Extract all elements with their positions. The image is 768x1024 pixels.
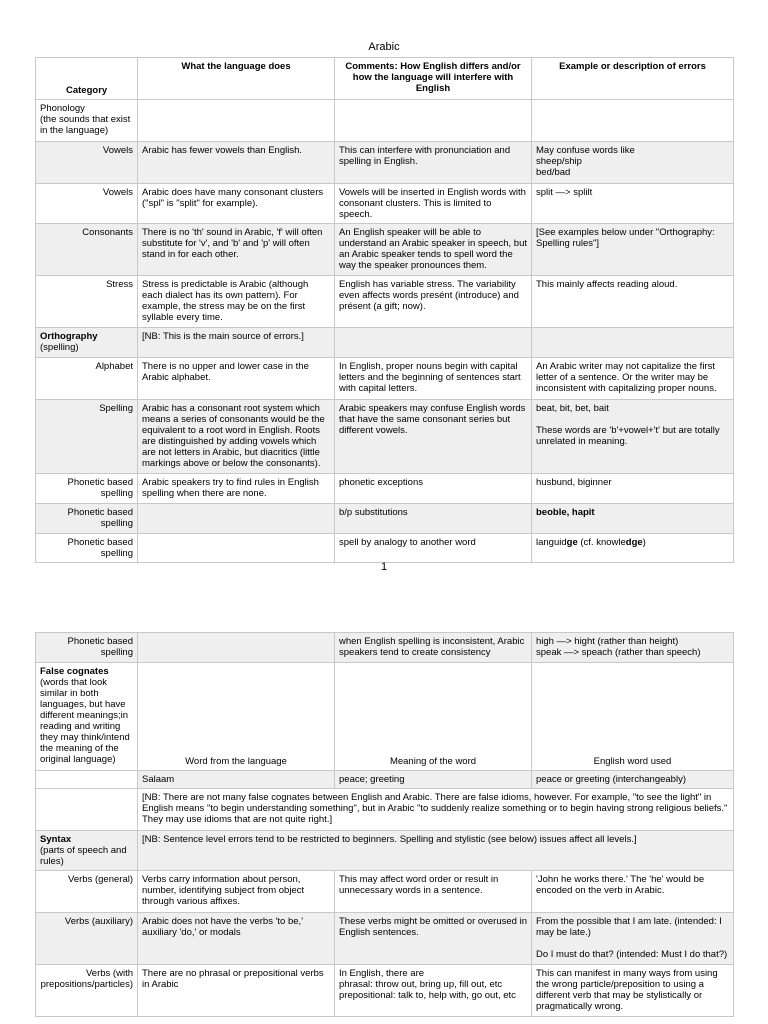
row-does: There are no phrasal or prepositional verbs in Arabic	[138, 965, 335, 1017]
row-example: This can manifest in many ways from using the wrong particle/preposition to using a different verb that may be stylistically or pragmatically wrong.	[532, 965, 734, 1017]
row-example: From the possible that I am late. (intended: I may be late.) Do I must do that? (intended: Must I do that?)	[532, 913, 734, 965]
row-category: Vowels	[36, 142, 138, 184]
header-row	[36, 58, 734, 100]
row-does: Arabic has a consonant root system which means a series of consonants would be the equivalent to a root word in English. Roots are distinguished by adding vowels which are not letters in Arabic, but diacritics (little markings above or below the consonants).	[138, 400, 335, 474]
row-category: Phonetic based spelling	[36, 504, 138, 534]
table-page-2	[35, 632, 734, 1017]
row-category: Phonetic based spelling	[36, 474, 138, 504]
page-title: Arabic	[368, 41, 400, 53]
salaam-english: peace or greeting (interchangeably)	[532, 771, 734, 789]
fc-note: [NB: There are not many false cognates between English and Arabic. There are false idioms, however. For example, "to see the light" in English means "to begin understanding something", but in Arabic "to suddenly realize something or to begin having strong religious beliefs." They may use idioms that are not quite right.]	[138, 789, 734, 831]
table-row	[36, 276, 734, 328]
syntax-title: Syntax	[40, 834, 72, 845]
fc-note-row	[36, 789, 734, 831]
fc-col-english: English word used	[532, 663, 734, 771]
row-category: Phonetic based spelling	[36, 534, 138, 563]
table-row	[36, 504, 734, 534]
phonology-cell	[36, 100, 138, 142]
orthography-cell	[36, 328, 138, 358]
row-category: Verbs (auxiliary)	[36, 913, 138, 965]
row-example: This mainly affects reading aloud.	[532, 276, 734, 328]
row-category: Spelling	[36, 400, 138, 474]
row-example: May confuse words like sheep/ship bed/bad	[532, 142, 734, 184]
row-comments: This can interfere with pronunciation and spelling in English.	[335, 142, 532, 184]
row-does	[138, 534, 335, 563]
false-cognates-sub: (words that look similar in both languages, but have different meanings;in reading and writing they may think/intend the meaning of the original language)	[40, 677, 130, 765]
table-row	[36, 184, 734, 224]
phonology-title: Phonology	[40, 103, 85, 114]
phonology-sub: (the sounds that exist in the language)	[40, 114, 131, 136]
row-does: Arabic speakers try to find rules in English spelling when there are none.	[138, 474, 335, 504]
salaam-word: Salaam	[138, 771, 335, 789]
row-comments: phonetic exceptions	[335, 474, 532, 504]
row-comments: Arabic speakers may confuse English words that have the same consonant series but different vowels.	[335, 400, 532, 474]
table-row	[36, 534, 734, 563]
row-example: An Arabic writer may not capitalize the first letter of a sentence. Or the writer may be inconsistent with capitalizing proper nouns.	[532, 358, 734, 400]
row-category: Alphabet	[36, 358, 138, 400]
row-does: Arabic does have many consonant clusters ("spl" is "split" for example).	[138, 184, 335, 224]
row-example: beat, bit, bet, bait These words are 'b'+vowel+'t' but are totally unrelated in meaning.	[532, 400, 734, 474]
table-row	[36, 358, 734, 400]
row-category: Verbs (with prepositions/particles)	[36, 965, 138, 1017]
row-category: Phonetic based spelling	[36, 633, 138, 663]
salaam-meaning: peace; greeting	[335, 771, 532, 789]
header-example: Example or description of errors	[532, 58, 734, 100]
row-comments: English has variable stress. The variability even affects words presént (introduce) and présent (a gift; now).	[335, 276, 532, 328]
syntax-cell	[36, 831, 138, 871]
page-number: 1	[380, 561, 388, 573]
table-row	[36, 224, 734, 276]
table-row	[36, 913, 734, 965]
row-comments: spell by analogy to another word	[335, 534, 532, 563]
row-example: beoble, hapit	[532, 504, 734, 534]
table-row	[36, 771, 734, 789]
row-category: Verbs (general)	[36, 871, 138, 913]
syntax-note: [NB: Sentence level errors tend to be restricted to beginners. Spelling and stylistic (see below) issues affect all levels.]	[138, 831, 734, 871]
table-row	[36, 142, 734, 184]
orthography-note: [NB: This is the main source of errors.]	[138, 328, 335, 358]
row-category: Consonants	[36, 224, 138, 276]
row-category: Stress	[36, 276, 138, 328]
syntax-sub: (parts of speech and rules)	[40, 845, 127, 867]
table-row	[36, 965, 734, 1017]
row-does: Arabic does not have the verbs 'to be,' auxiliary 'do,' or modals	[138, 913, 335, 965]
table-row	[36, 400, 734, 474]
header-does: What the language does	[138, 58, 335, 100]
table-row	[36, 871, 734, 913]
row-comments: These verbs might be omitted or overused in English sentences.	[335, 913, 532, 965]
row-comments: when English spelling is inconsistent, Arabic speakers tend to create consistency	[335, 633, 532, 663]
orthography-row	[36, 328, 734, 358]
orthography-sub: (spelling)	[40, 342, 79, 353]
fc-col-word: Word from the language	[138, 663, 335, 771]
syntax-row	[36, 831, 734, 871]
row-example: languidge (cf. knowledge)	[532, 534, 734, 563]
row-example: split —> splilt	[532, 184, 734, 224]
row-does: There is no upper and lower case in the Arabic alphabet.	[138, 358, 335, 400]
row-example: high —> hight (rather than height) speak —> speach (rather than speech)	[532, 633, 734, 663]
phonology-row	[36, 100, 734, 142]
row-comments: This may affect word order or result in unnecessary words in a sentence.	[335, 871, 532, 913]
row-comments: An English speaker will be able to understand an Arabic speaker in speech, but an Arabic speaker tends to spell word the way the speaker pronounces them.	[335, 224, 532, 276]
row-does: Stress is predictable is Arabic (although each dialect has its own pattern). For example, the stress may be on the first syllable every time.	[138, 276, 335, 328]
table-row	[36, 633, 734, 663]
row-example: [See examples below under "Orthography: Spelling rules"]	[532, 224, 734, 276]
header-category: Category	[36, 58, 138, 100]
header-comments: Comments: How English differs and/or how the language will interfere with English	[335, 58, 532, 100]
row-example: husbund, biginner	[532, 474, 734, 504]
row-example: 'John he works there.' The 'he' would be encoded on the verb in Arabic.	[532, 871, 734, 913]
row-does	[138, 504, 335, 534]
false-cognates-row	[36, 663, 734, 771]
orthography-title: Orthography	[40, 331, 98, 342]
row-comments: Vowels will be inserted in English words with consonant clusters. This is limited to speech.	[335, 184, 532, 224]
row-does: Arabic has fewer vowels than English.	[138, 142, 335, 184]
table-row	[36, 474, 734, 504]
row-comments: In English, there are phrasal: throw out, bring up, fill out, etc prepositional: talk to, help with, go out, etc	[335, 965, 532, 1017]
row-comments: b/p substitutions	[335, 504, 532, 534]
false-cognates-title: False cognates	[40, 666, 109, 677]
row-category: Vowels	[36, 184, 138, 224]
table-page-1	[35, 57, 734, 563]
row-does: There is no 'th' sound in Arabic, 'f' will often substitute for 'v', and 'b' and 'p' will often stand in for each other.	[138, 224, 335, 276]
fc-col-meaning: Meaning of the word	[335, 663, 532, 771]
row-comments: In English, proper nouns begin with capital letters and the beginning of sentences start with capital letters.	[335, 358, 532, 400]
false-cognates-cell	[36, 663, 138, 771]
row-does: Verbs carry information about person, number, identifying subject from object through various affixes.	[138, 871, 335, 913]
